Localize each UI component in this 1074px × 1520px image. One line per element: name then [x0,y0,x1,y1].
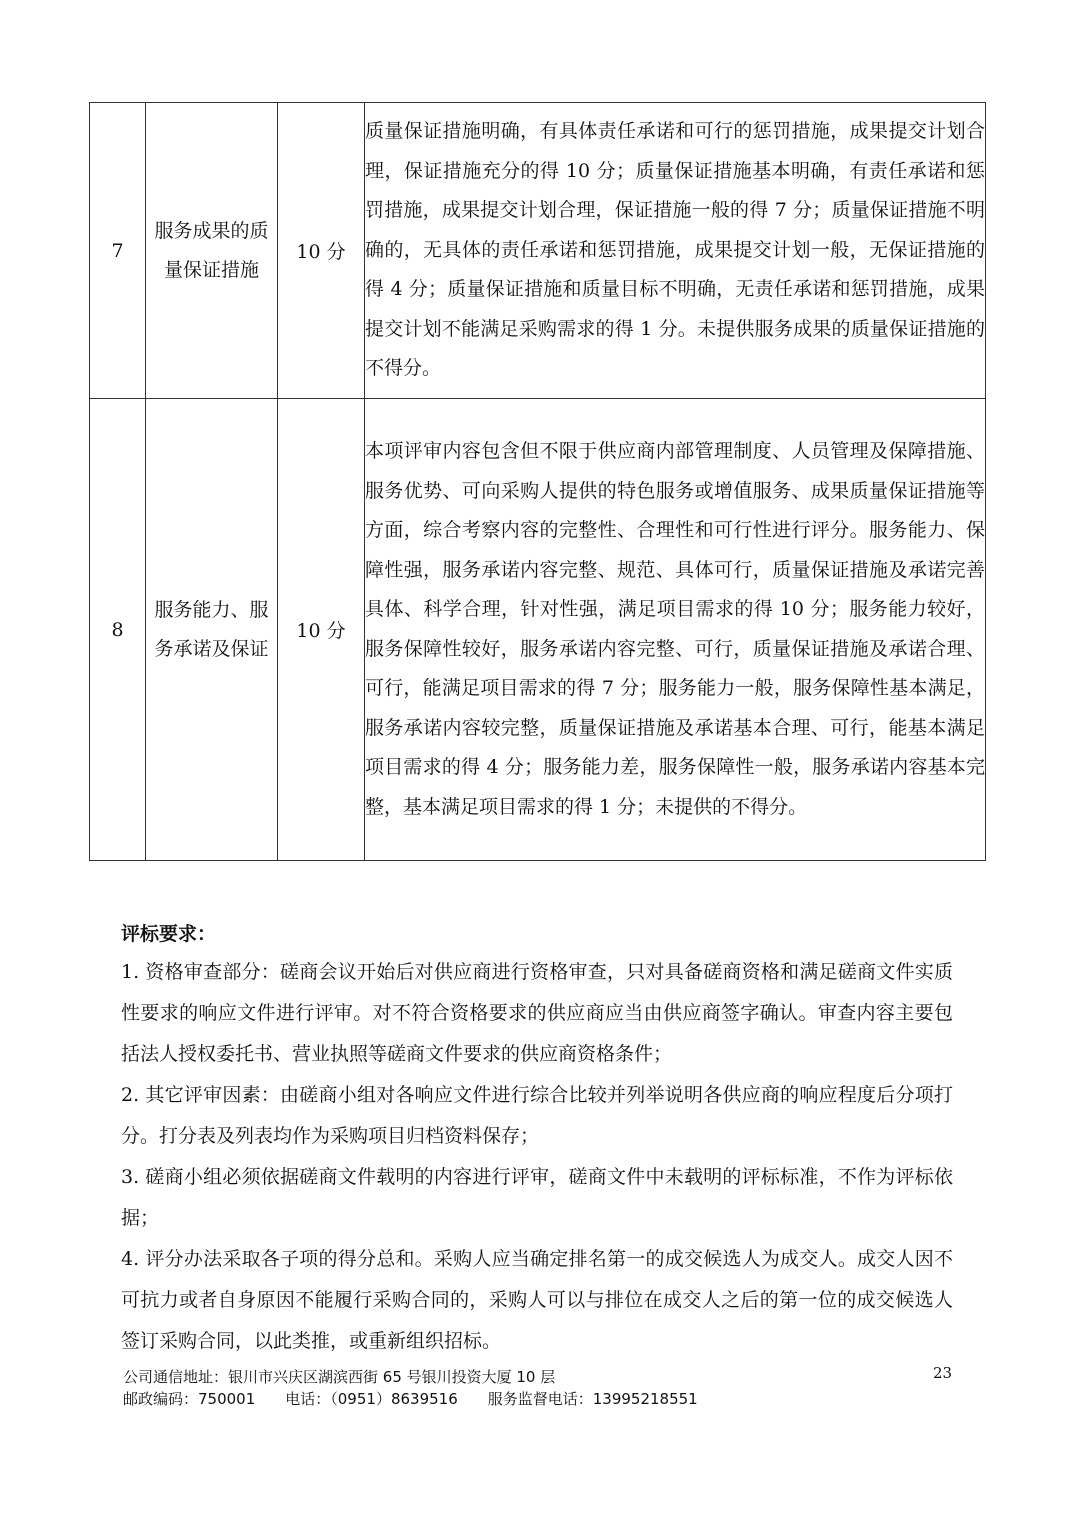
requirements-title: 评标要求： [121,923,217,945]
page-footer [123,1366,963,1410]
requirement-item: 1. 资格审查部分：磋商会议开始后对供应商进行资格审查，只对具备磋商资格和满足磋商文件实质性要求的响应文件进行评审。对不符合资格要求的供应商应当由供应商签字确认。审查内容主要包括法人授权委托书、营业执照等磋商文件要求的供应商资格条件； [121,961,953,1065]
requirement-item: 2. 其它评审因素：由磋商小组对各响应文件进行综合比较并列举说明各供应商的响应程度后分项打分。打分表及列表均作为采购项目归档资料保存； [121,1084,953,1147]
scoring-criteria: 质量保证措施明确，有具体责任承诺和可行的惩罚措施，成果提交计划合理，保证措施充分的得 10 分；质量保证措施基本明确，有责任承诺和惩罚措施，成果提交计划合理，保证措施一般的得 7 分；质量保证措施不明确的，无具体的责任承诺和惩罚措施，成果提交计划一般，无保证措施的得 4 分；质量保证措施和质量目标不明确，无责任承诺和惩罚措施，成果提交计划不能满足采购需求的得 1 分。未提供服务成果的质量保证措施的不得分。 [365,103,986,399]
evaluation-item: 服务成果的质量保证措施 [146,103,278,399]
footer-contact-line [123,1388,963,1410]
page-number: 23 [933,1364,953,1382]
requirement-item: 4. 评分办法采取各子项的得分总和。采购人应当确定排名第一的成交候选人为成交人。成交人因不可抗力或者自身原因不能履行采购合同的，采购人可以与排位在成交人之后的第一位的成交候选人签订采购合同，以此类推，或重新组织招标。 [121,1248,953,1352]
footer-postcode: 邮政编码：750001 [123,1390,256,1408]
scoring-table [89,102,986,861]
table-row [90,103,986,399]
row-number: 7 [90,103,146,399]
table-row [90,399,986,861]
row-number: 8 [90,399,146,861]
item-score: 10 分 [278,399,365,861]
requirement-item: 3. 磋商小组必须依据磋商文件载明的内容进行评审，磋商文件中未载明的评标标准，不作为评标依据； [121,1166,953,1229]
footer-address: 公司通信地址：银川市兴庆区湖滨西街 65 号银川投资大厦 10 层 [123,1368,556,1386]
evaluation-requirements [121,916,953,1362]
scoring-criteria: 本项评审内容包含但不限于供应商内部管理制度、人员管理及保障措施、服务优势、可向采购人提供的特色服务或增值服务、成果质量保证措施等方面，综合考察内容的完整性、合理性和可行性进行评分。服务能力、保障性强，服务承诺内容完整、规范、具体可行，质量保证措施及承诺完善具体、科学合理，针对性强，满足项目需求的得 10 分；服务能力较好，服务保障性较好，服务承诺内容完整、可行，质量保证措施及承诺合理、可行，能满足项目需求的得 7 分；服务能力一般，服务保障性基本满足，服务承诺内容较完整，质量保证措施及承诺基本合理、可行，能基本满足项目需求的得 4 分；服务能力差，服务保障性一般，服务承诺内容基本完整，基本满足项目需求的得 1 分；未提供的不得分。 [365,399,986,861]
item-score: 10 分 [278,103,365,399]
footer-phone: 电话：（0951）8639516 [285,1390,458,1408]
evaluation-item: 服务能力、服务承诺及保证 [146,399,278,861]
footer-supervision-phone: 服务监督电话：13995218551 [487,1390,698,1408]
